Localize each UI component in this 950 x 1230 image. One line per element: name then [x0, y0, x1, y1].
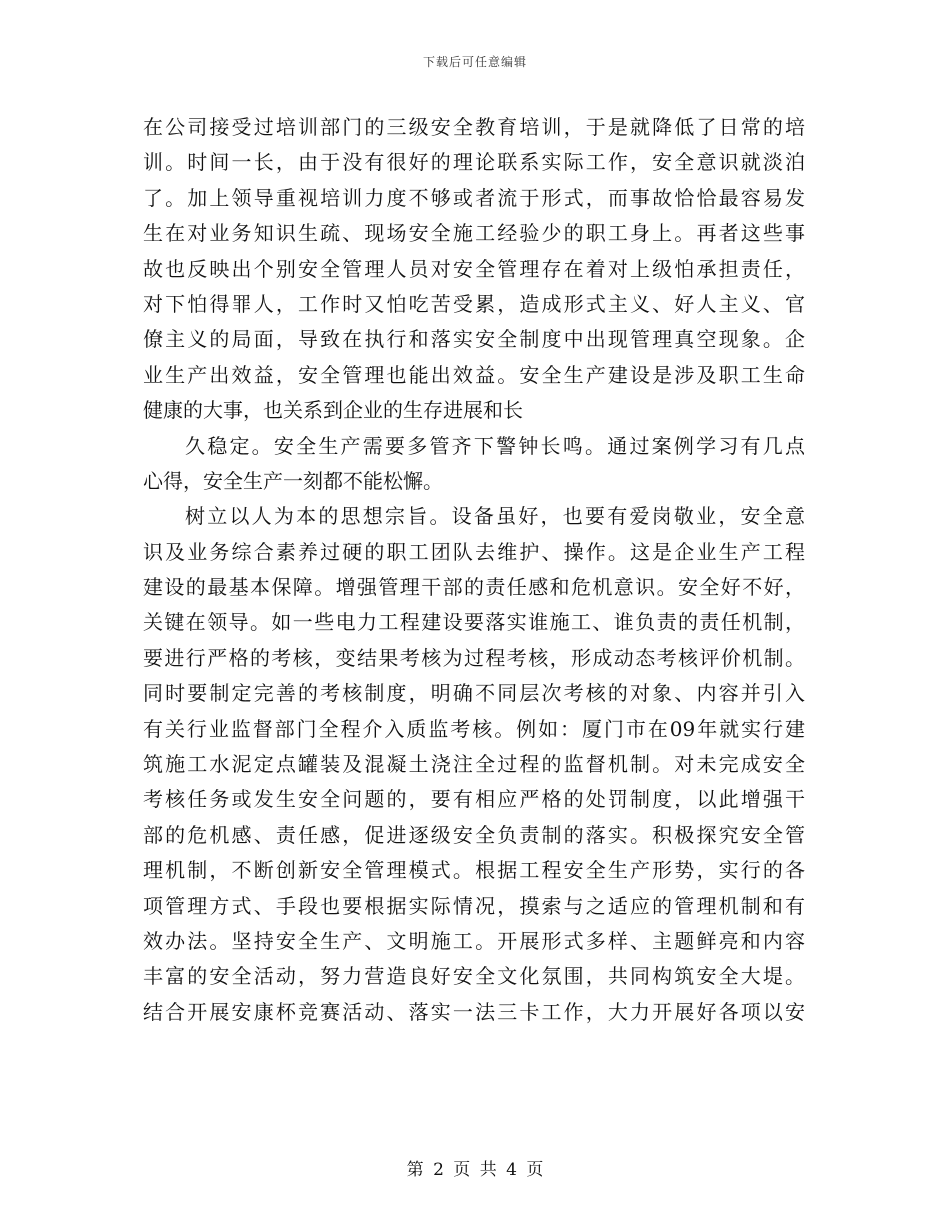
paragraph [143, 499, 805, 1030]
text-line: 在公司接受过培训部门的三级安全教育培训，于是就降低了日常的培 [143, 115, 805, 139]
text-line: 项管理方式、手段也要根据实际情况，摸索与之适应的管理机制和有 [143, 893, 805, 918]
text-line: 建设的最基本保障。增强管理干部的责任感和危机意识。安全好不好， [143, 575, 805, 600]
document-body [143, 110, 805, 1030]
text-line: 识及业务综合素养过硬的职工团队去维护、操作。这是企业生产工程 [143, 539, 805, 564]
text-line: 结合开展安康杯竞赛活动、落实一法三卡工作，大力开展好各项以安 [143, 999, 805, 1024]
text-line: 关键在领导。如一些电力工程建设要落实谁施工、谁负责的责任机制， [143, 610, 805, 635]
text-line: 对下怕得罪人，工作时又怕吃苦受累，造成形式主义、好人主义、官 [143, 291, 805, 316]
text-line: 部的危机感、责任感，促进逐级安全负责制的落实。积极探究安全管 [143, 822, 805, 847]
text-line: 了。加上领导重视培训力度不够或者流于形式，而事故恰恰最容易发 [143, 185, 805, 210]
text-line: 丰富的安全活动，努力营造良好安全文化氛围，共同构筑安全大堤。 [143, 964, 805, 989]
page-header: 下载后可任意编辑 [422, 55, 527, 69]
text-line: 考核任务或发生安全问题的，要有相应严格的处罚制度，以此增强干 [143, 787, 805, 812]
page-number: 第 2 页 共 4 页 [406, 1160, 544, 1180]
text-line: 树立以人为本的思想宗旨。设备虽好，也要有爱岗敬业，安全意 [185, 504, 805, 529]
paragraph [143, 429, 805, 500]
text-line: 故也反映出个别安全管理人员对安全管理存在着对上级怕承担责任， [143, 256, 805, 281]
text-line: 同时要制定完善的考核制度，明确不同层次考核的对象、内容并引入 [143, 681, 805, 706]
text-line: 业生产出效益，安全管理也能出效益。安全生产建设是涉及职工生命 [143, 362, 805, 387]
text-line: 健康的大事，也关系到企业的生存进展和长 [143, 398, 523, 423]
text-line: 心得，安全生产一刻都不能松懈。 [143, 468, 443, 493]
text-line: 效办法。坚持安全生产、文明施工。开展形式多样、主题鲜亮和内容 [143, 928, 805, 953]
text-line: 生在对业务知识生疏、现场安全施工经验少的职工身上。再者这些事 [143, 221, 805, 246]
text-line: 要进行严格的考核，变结果考核为过程考核，形成动态考核评价机制。 [143, 645, 805, 670]
paragraph [143, 110, 805, 429]
text-line: 筑施工水泥定点罐装及混凝土浇注全过程的监督机制。对未完成安全 [143, 752, 805, 777]
text-line: 僚主义的局面，导致在执行和落实安全制度中出现管理真空现象。企 [143, 327, 805, 352]
text-line: 训。时间一长，由于没有很好的理论联系实际工作，安全意识就淡泊 [143, 150, 805, 175]
text-line: 久稳定。安全生产需要多管齐下警钟长鸣。通过案例学习有几点 [185, 433, 805, 458]
text-line: 理机制，不断创新安全管理模式。根据工程安全生产形势，实行的各 [143, 858, 805, 883]
text-line: 有关行业监督部门全程介入质监考核。例如：厦门市在09年就实行建 [143, 716, 805, 741]
